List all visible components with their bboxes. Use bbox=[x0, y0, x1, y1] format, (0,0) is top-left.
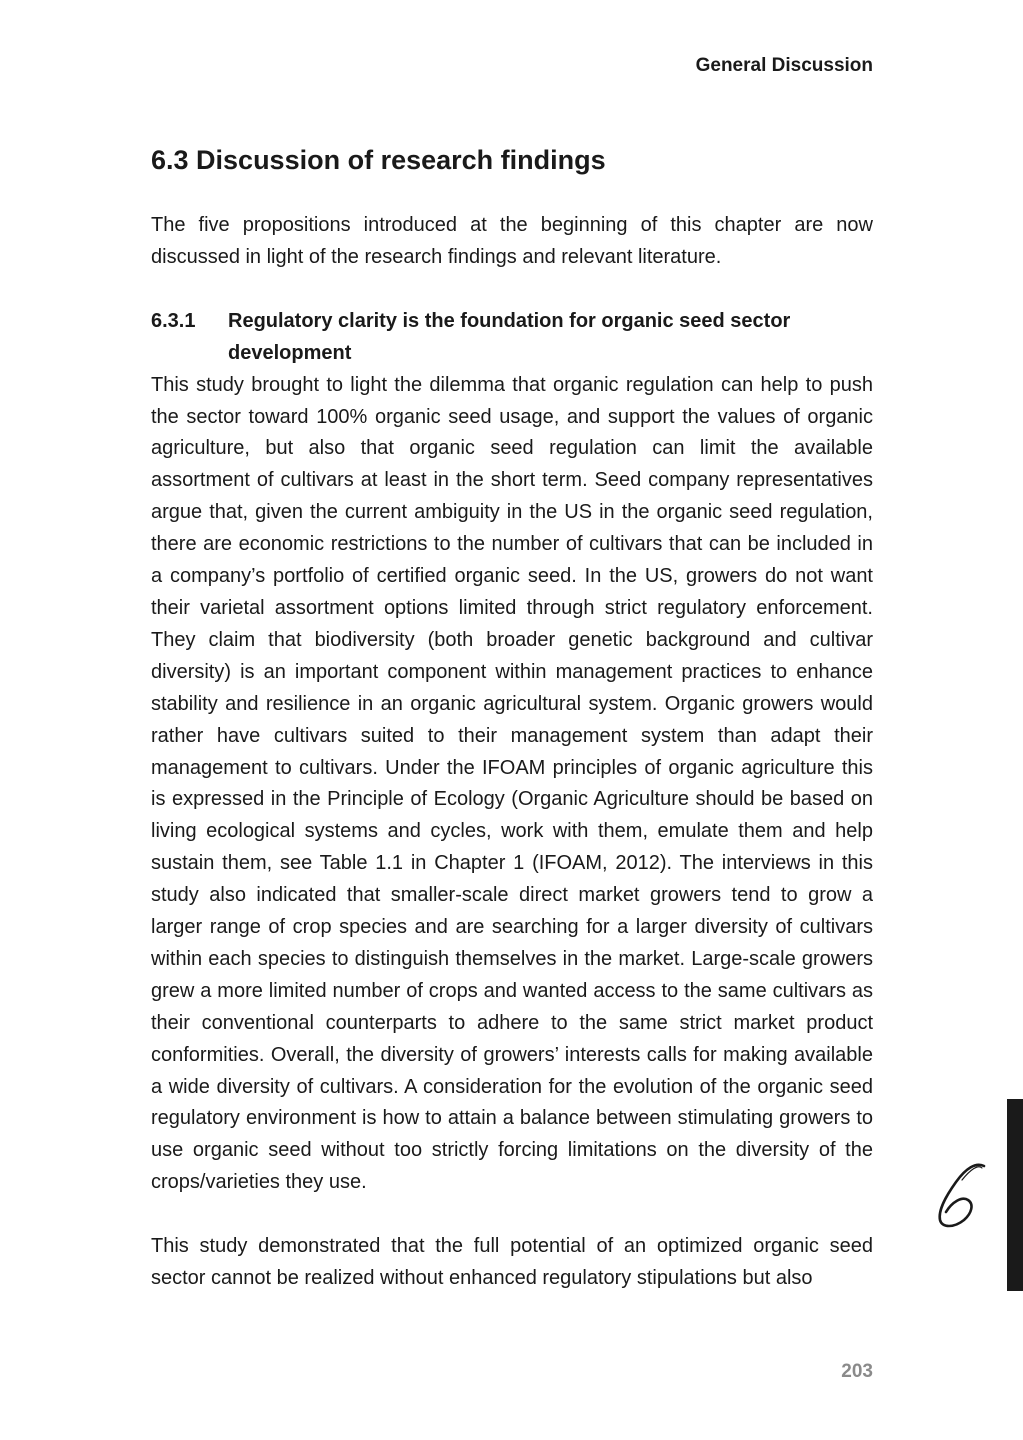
body-paragraph: This study demonstrated that the full potential of an optimized organic seed sector cannot be realized without enhanced regulatory stipulations but also bbox=[151, 1235, 873, 1290]
subsection-heading bbox=[151, 306, 873, 370]
subsection-number: 6.3.1 bbox=[151, 309, 196, 332]
section-title: 6.3 Discussion of research findings bbox=[151, 145, 606, 175]
chapter-number-6-icon bbox=[932, 1160, 988, 1230]
page-number: 203 bbox=[841, 1361, 873, 1382]
page-content bbox=[151, 138, 873, 1295]
subsection-title: Regulatory clarity is the foundation for organic seed sector development bbox=[228, 309, 791, 364]
chapter-thumb-tab bbox=[1007, 1099, 1023, 1291]
section-intro-paragraph: The five propositions introduced at the beginning of this chapter are now discussed in light of the research findings and relevant literature. bbox=[151, 214, 873, 268]
body-paragraph: This study brought to light the dilemma that organic regulation can help to push the sector toward 100% organic seed usage, and support the values of organic agriculture, but also that organic seed regulation can limit the available assortment of cultivars at least in the short term. Seed company representatives argue that, given the current ambiguity in the US in the organic seed regulation, there are economic restrictions to the number of cultivars that can be included in a company’s portfolio of certified organic seed. In the US, growers do not want their varietal assortment options limited through strict regulatory enforcement. They claim that biodiversity (both broader genetic background and cultivar diversity) is an important component within management practices to enhance stability and resilience in an organic agricultural system. Organic growers would rather have cultivars suited to their management system than adapt their management to cultivars. Under the IFOAM principles of organic agriculture this is expressed in the Principle of Ecology (Organic Agriculture should be based on living ecological systems and cycles, work with them, emulate them and help sustain them, see Table 1.1 in Chapter 1 (IFOAM, 2012). The interviews in this study also indicated that smaller-scale direct market growers tend to grow a larger range of crop species and are searching for a larger diversity of cultivars within each species to distinguish themselves in the market. Large-scale growers grew a more limited number of crops and wanted access to the same cultivars as their conventional counterparts to adhere to the same strict market product conformities. Overall, the diversity of growers’ interests calls for making available a wide diversity of cultivars. A consideration for the evolution of the organic seed regulatory environment is how to attain a balance between stimulating growers to use organic seed without too strictly forcing limitations on the diversity of the crops/varieties they use. bbox=[151, 373, 873, 1194]
running-header: General Discussion bbox=[695, 55, 873, 76]
